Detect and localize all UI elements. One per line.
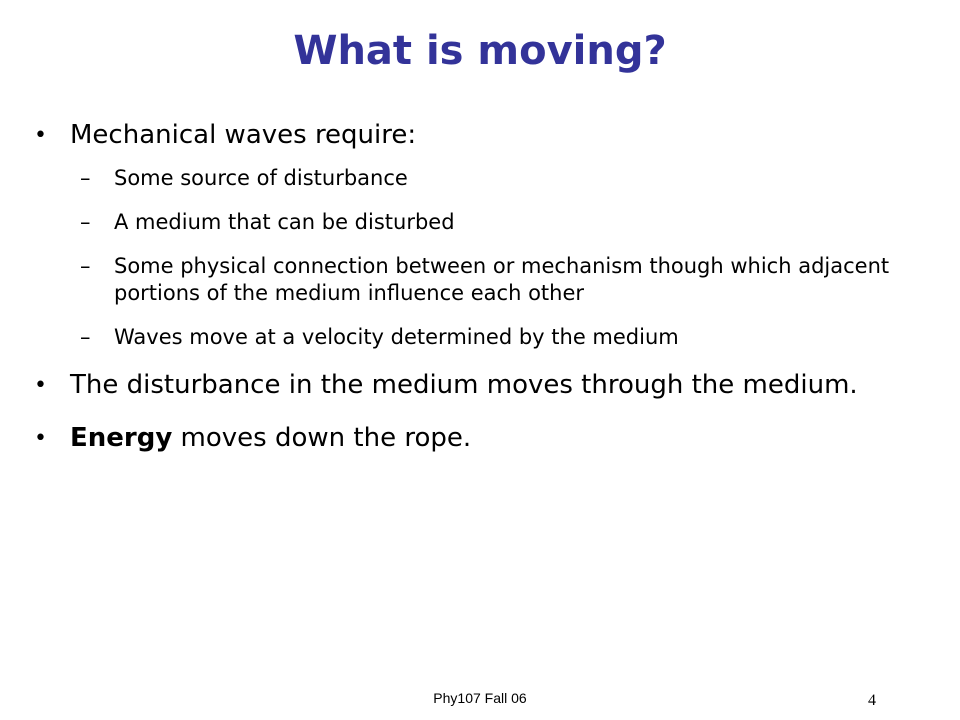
dash-mark: – [80,254,91,278]
bullet-mark: • [34,373,47,398]
sub-bullet-text: A medium that can be disturbed [114,210,455,234]
sub-bullet-text: Some physical connection between or mechanism though which adjacent portions of the medium influence each other [114,254,890,305]
dash-mark: – [80,210,91,234]
bullet-mark: • [34,123,47,148]
sub-bullet-velocity [32,324,932,351]
dash-mark: – [80,166,91,190]
bullet-mechanical-waves [32,118,932,153]
sub-bullet-connection [32,253,932,307]
bullet-bold-word: Energy [70,423,173,453]
slide-title: What is moving? [293,28,667,74]
sub-bullet-source [32,165,932,192]
bullet-text: Mechanical waves require: [70,120,417,150]
page-number: 4 [868,692,876,709]
footer-course-label: Phy107 Fall 06 [433,690,527,706]
sub-bullet-text: Some source of disturbance [114,166,408,190]
bullet-mark: • [34,426,47,451]
bullet-text: The disturbance in the medium moves through the medium. [70,370,858,400]
sub-bullet-text: Waves move at a velocity determined by the medium [114,325,679,349]
sub-bullet-medium [32,209,932,236]
bullet-disturbance [32,368,932,403]
sub-bullet-list [32,165,932,351]
bullet-energy [32,421,932,456]
slide-body [32,118,932,468]
bullet-text: moves down the rope. [172,423,472,453]
dash-mark: – [80,325,91,349]
